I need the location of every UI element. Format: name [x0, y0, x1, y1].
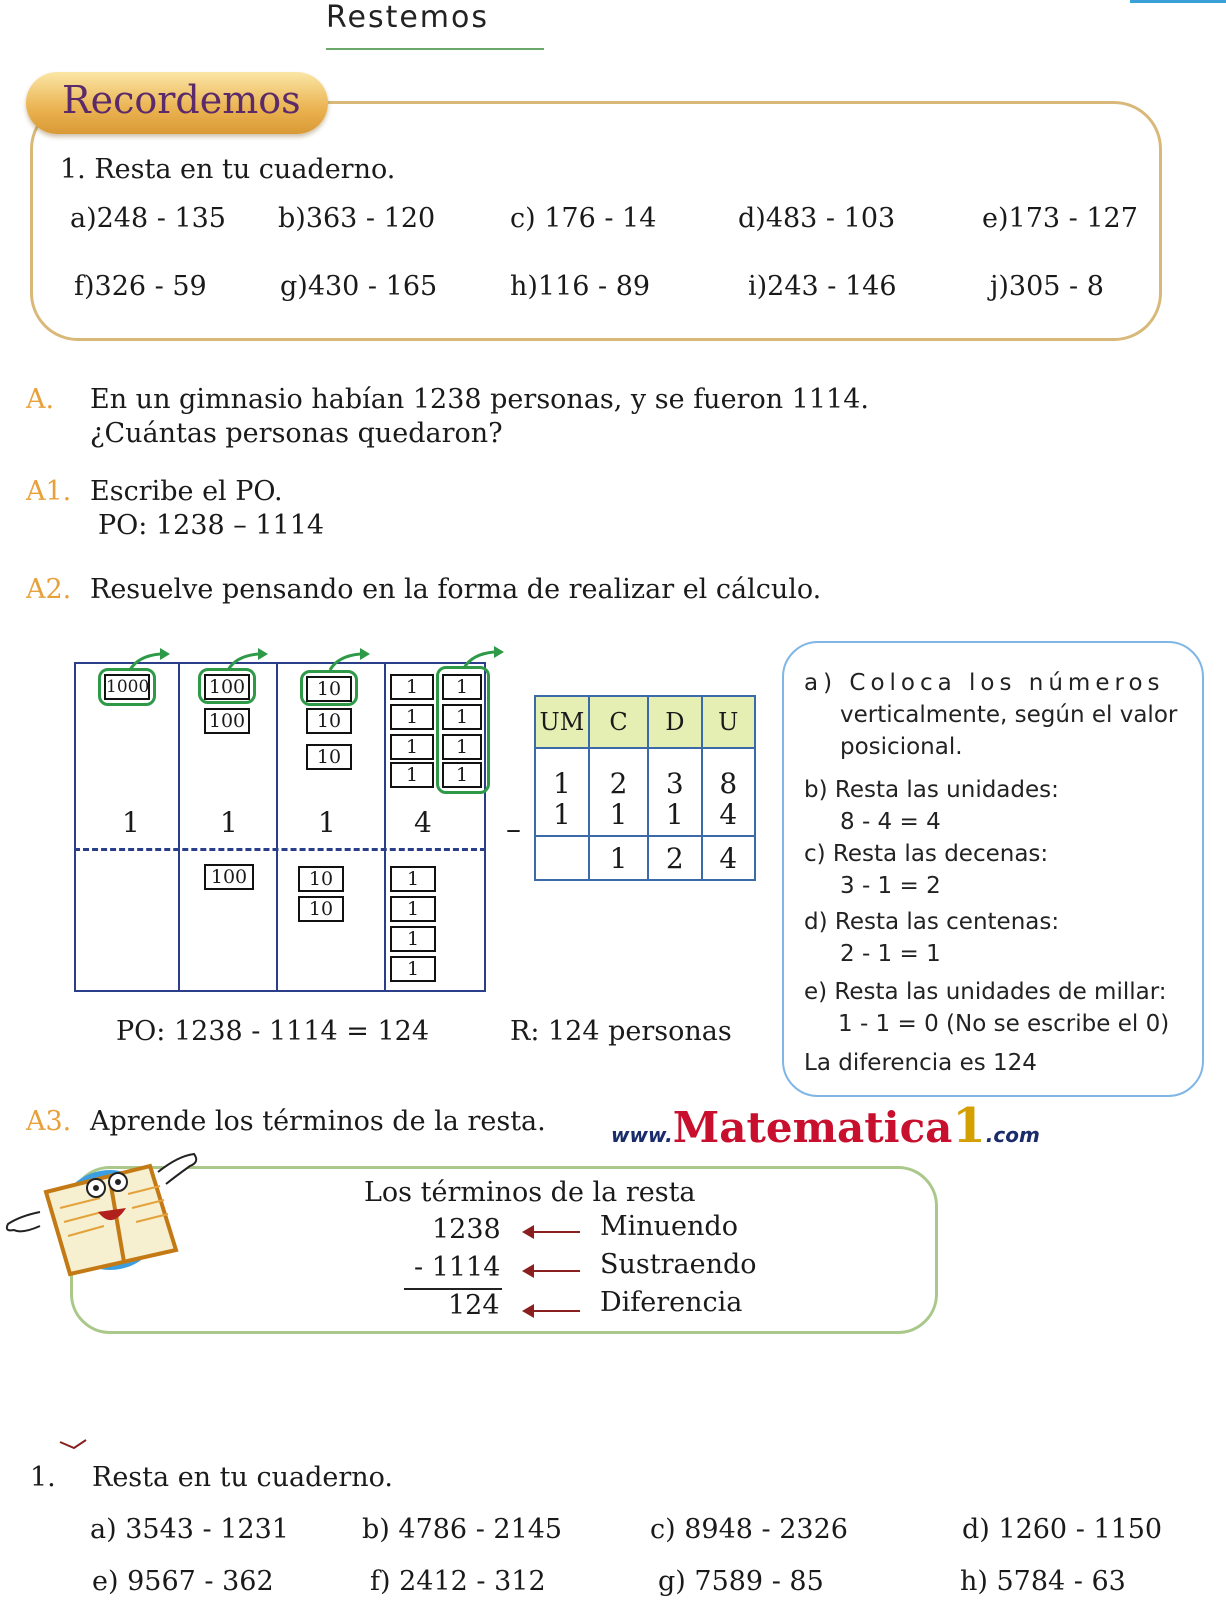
- explanation-step-d: d) Resta las centenas:: [804, 909, 1060, 935]
- recordemos-exercise: j)305 - 8: [990, 271, 1104, 302]
- table-row-difference: [535, 836, 755, 880]
- terms-difference-label: Diferencia: [600, 1287, 743, 1318]
- board-digit-hundreds: 1: [220, 806, 238, 839]
- table-cell: 4: [702, 836, 755, 880]
- a1-po: PO: 1238 – 1114: [98, 510, 325, 541]
- terms-minuend-label: Minuendo: [600, 1211, 738, 1242]
- explanation-step-a-line3: posicional.: [840, 734, 963, 760]
- arrow-left-icon: [532, 1310, 580, 1312]
- table-cell: 1: [589, 836, 648, 880]
- chip-ten: 10: [298, 896, 344, 922]
- group-ring: [436, 666, 490, 794]
- chip-hundred: 100: [204, 708, 250, 734]
- terms-subtrahend-label: Sustraendo: [600, 1249, 757, 1280]
- practice-exercise: d) 1260 - 1150: [962, 1514, 1163, 1545]
- problem-line-2: ¿Cuántas personas quedaron?: [90, 418, 503, 449]
- matematica1-logo: [611, 1098, 1040, 1154]
- practice-number: 1.: [30, 1462, 56, 1493]
- recordemos-exercise: h)116 - 89: [510, 271, 651, 302]
- subtraction-table: [534, 695, 756, 881]
- pencil-mark-icon: [58, 1438, 88, 1450]
- chip-hundred: 100: [204, 864, 254, 890]
- table-header-row: [535, 696, 755, 748]
- page-title: Restemos: [326, 0, 490, 35]
- a2-instruction: Resuelve pensando en la forma de realizar el cálculo.: [90, 574, 822, 605]
- explanation-step-e: e) Resta las unidades de millar:: [804, 979, 1167, 1005]
- practice-exercise: h) 5784 - 63: [960, 1566, 1126, 1597]
- table-cell: 2: [648, 836, 701, 880]
- table-cell: 3: [648, 748, 701, 800]
- table-cell: 1: [535, 748, 589, 800]
- explanation-step-c: c) Resta las decenas:: [804, 841, 1049, 867]
- arrow-left-icon: [532, 1231, 580, 1233]
- table-header: D: [648, 696, 701, 748]
- board-digit-ones: 4: [414, 806, 432, 839]
- chip-one: 1: [390, 734, 434, 760]
- table-cell: 4: [702, 800, 755, 836]
- recordemos-exercise: c) 176 - 14: [510, 203, 657, 234]
- recordemos-exercise: e)173 - 127: [982, 203, 1138, 234]
- explanation-summary: La diferencia es 124: [804, 1050, 1037, 1076]
- chip-one: 1: [390, 926, 436, 952]
- table-row-subtrahend: [535, 800, 755, 836]
- board-digit-thousands: 1: [122, 806, 140, 839]
- chip-ten: 10: [298, 866, 344, 892]
- explanation-step-b: b) Resta las unidades:: [804, 777, 1059, 803]
- explanation-step-e-calc: 1 - 1 = 0 (No se escribe el 0): [838, 1011, 1170, 1037]
- logo-brand: Matematica: [672, 1103, 953, 1152]
- recordemos-exercise: g)430 - 165: [280, 271, 438, 302]
- result-answer: R: 124 personas: [510, 1016, 732, 1047]
- chip-hundred: 100: [204, 674, 250, 700]
- table-cell: 1: [535, 800, 589, 836]
- practice-exercise: c) 8948 - 2326: [650, 1514, 848, 1545]
- section-letter-a: A.: [26, 384, 55, 415]
- section-letter-a1: A1.: [26, 476, 72, 507]
- recordemos-exercise: d)483 - 103: [738, 203, 896, 234]
- table-header: C: [589, 696, 648, 748]
- explanation-step-d-calc: 2 - 1 = 1: [840, 941, 941, 967]
- table-header: UM: [535, 696, 589, 748]
- recordemos-label: Recordemos: [62, 78, 301, 122]
- chip-thousand: 1000: [104, 674, 150, 700]
- minus-sign: –: [506, 812, 521, 847]
- practice-exercise: b) 4786 - 2145: [362, 1514, 563, 1545]
- chip-one: 1: [390, 896, 436, 922]
- logo-www: www.: [611, 1123, 673, 1147]
- explanation-step-c-calc: 3 - 1 = 2: [840, 873, 941, 899]
- logo-one: 1: [952, 1098, 986, 1154]
- chip-one: 1: [390, 674, 434, 700]
- logo-com: .com: [985, 1123, 1040, 1147]
- explanation-step-a: a) Coloca los números: [804, 670, 1165, 696]
- terms-subtrahend-value: - 1114: [414, 1252, 501, 1283]
- practice-instruction: Resta en tu cuaderno.: [92, 1462, 393, 1493]
- table-cell: 2: [589, 748, 648, 800]
- chip-one: 1: [390, 956, 436, 982]
- table-header: U: [702, 696, 755, 748]
- book-mascot-icon: [0, 1150, 210, 1290]
- section-letter-a3: A3.: [26, 1106, 72, 1137]
- terms-title: Los términos de la resta: [364, 1177, 696, 1208]
- practice-exercise: e) 9567 - 362: [92, 1566, 274, 1597]
- top-accent-bar: [1130, 0, 1226, 3]
- chip-one: 1: [442, 704, 482, 730]
- recordemos-exercise: i)243 - 146: [748, 271, 897, 302]
- board-divider-dashed: [74, 848, 486, 851]
- explanation-step-a-line2: verticalmente, según el valor: [840, 702, 1178, 728]
- result-po: PO: 1238 - 1114 = 124: [116, 1016, 430, 1047]
- arrow-left-icon: [532, 1270, 580, 1272]
- chip-ten: 10: [306, 708, 352, 734]
- practice-exercise: f) 2412 - 312: [370, 1566, 546, 1597]
- chip-one: 1: [390, 866, 436, 892]
- recordemos-instruction: 1. Resta en tu cuaderno.: [60, 154, 396, 185]
- title-underline: [326, 48, 544, 50]
- table-cell: [535, 836, 589, 880]
- table-cell: 8: [702, 748, 755, 800]
- a1-instruction: Escribe el PO.: [90, 476, 283, 507]
- problem-line-1: En un gimnasio habían 1238 personas, y se fueron 1114.: [90, 384, 869, 415]
- chip-one: 1: [390, 704, 434, 730]
- chip-one: 1: [442, 674, 482, 700]
- regroup-arrows: [90, 640, 510, 680]
- chip-one: 1: [442, 734, 482, 760]
- chip-one: 1: [390, 762, 434, 788]
- section-letter-a2: A2.: [26, 574, 72, 605]
- recordemos-exercise: f)326 - 59: [74, 271, 207, 302]
- explanation-step-b-calc: 8 - 4 = 4: [840, 809, 941, 835]
- recordemos-exercise: b)363 - 120: [278, 203, 436, 234]
- recordemos-exercise: a)248 - 135: [70, 203, 226, 234]
- practice-exercise: g) 7589 - 85: [658, 1566, 824, 1597]
- a3-instruction: Aprende los términos de la resta.: [90, 1106, 546, 1137]
- table-row-minuend: [535, 748, 755, 800]
- table-cell: 1: [589, 800, 648, 836]
- terms-minuend-value: 1238: [432, 1214, 501, 1245]
- practice-exercise: a) 3543 - 1231: [90, 1514, 289, 1545]
- board-digit-tens: 1: [318, 806, 336, 839]
- table-cell: 1: [648, 800, 701, 836]
- chip-ten: 10: [306, 676, 352, 702]
- chip-ten: 10: [306, 744, 352, 770]
- chip-one: 1: [442, 762, 482, 788]
- terms-difference-value: 124: [448, 1290, 500, 1321]
